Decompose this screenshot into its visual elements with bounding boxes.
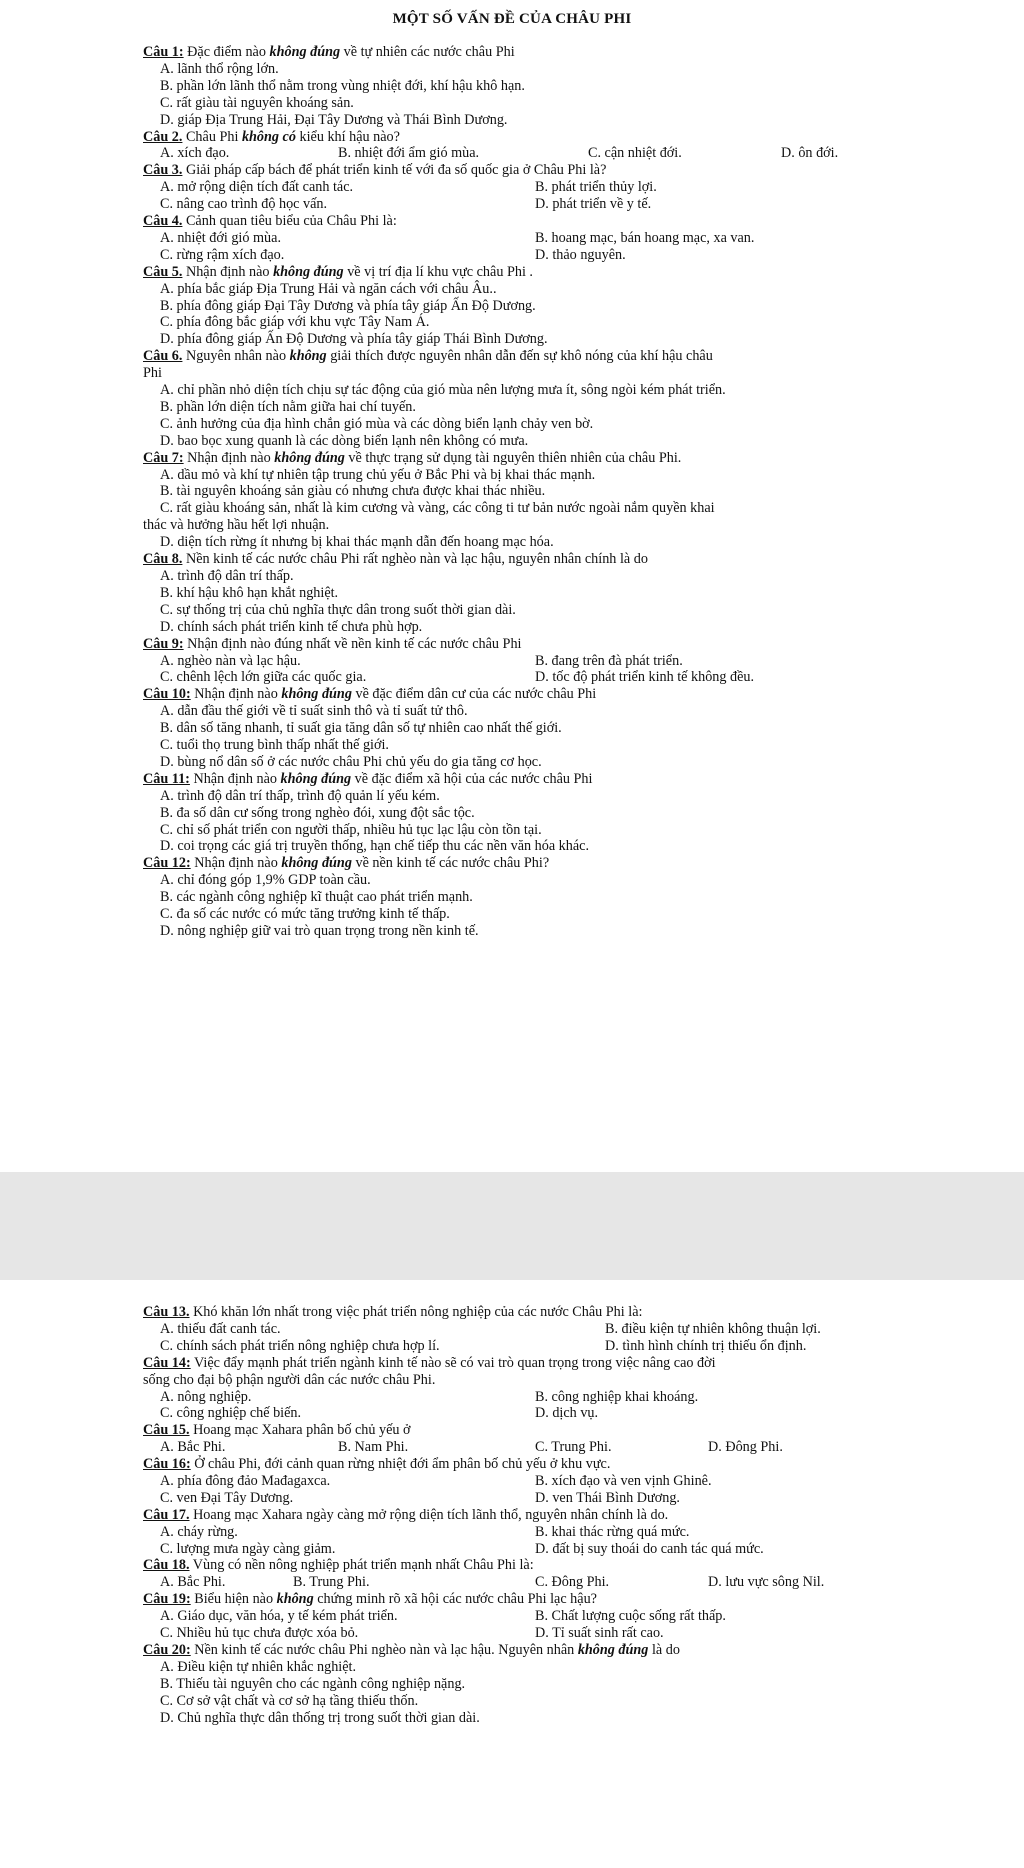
option: A. trình độ dân trí thấp, trình độ quản lí yếu kém. xyxy=(160,787,440,804)
option: D. coi trọng các giá trị truyền thống, hạn chế tiếp thu các nền văn hóa khác. xyxy=(160,838,590,855)
option: C. chính sách phát triển nông nghiệp chưa hợp lí. xyxy=(160,1337,440,1354)
option: D. Đông Phi. xyxy=(708,1439,783,1456)
options-row xyxy=(143,1338,883,1355)
option: A. nhiệt đới gió mùa. xyxy=(160,229,281,246)
question-text: Nhận định nào xyxy=(190,855,282,872)
question-text: chứng minh rõ xã hội các nước châu Phi lạc hậu? xyxy=(313,1591,597,1608)
option: B. phần lớn lãnh thổ nằm trong vùng nhiệt đới, khí hậu khô hạn. xyxy=(160,77,525,94)
question-label: Câu 19: xyxy=(143,1591,191,1608)
question-text: Việc đẩy mạnh phát triển ngành kinh tế nào sẽ có vai trò quan trọng trong việc nâng cao đời xyxy=(190,1354,716,1371)
option: C. đa số các nước có mức tăng trưởng kinh tế thấp. xyxy=(160,906,450,923)
option: A. dầu mỏ và khí tự nhiên tập trung chủ yếu ở Bắc Phi và bị khai thác mạnh. xyxy=(160,466,596,483)
question-label: Câu 5. xyxy=(143,263,183,280)
question-text: Đặc điểm nào xyxy=(183,44,270,60)
option: D. Chủ nghĩa thực dân thống trị trong suốt thời gian dài. xyxy=(160,1709,480,1726)
option: A. nông nghiệp. xyxy=(160,1388,252,1405)
option: C. rất giàu khoáng sản, nhất là kim cương và vàng, các công ti tư bản nước ngoài nắm quyền khai xyxy=(160,500,715,517)
option: D. lưu vực sông Nil. xyxy=(708,1574,825,1591)
option: A. chỉ phần nhỏ diện tích chịu sự tác động của gió mùa nên lượng mưa ít, sông ngòi kém phát triển. xyxy=(160,382,726,399)
question-continuation: sống cho đại bộ phận người dân các nước châu Phi. xyxy=(143,1371,436,1388)
question-18 xyxy=(143,1557,883,1574)
question-text: Hoang mạc Xahara ngày càng mở rộng diện tích lãnh thổ, nguyên nhân chính là do. xyxy=(189,1506,669,1523)
option: B. các ngành công nghiệp kĩ thuật cao phát triển mạnh. xyxy=(160,889,473,906)
question-8 xyxy=(143,551,883,568)
document-title: MỘT SỐ VẤN ĐỀ CỦA CHÂU PHI xyxy=(392,11,632,27)
question-3 xyxy=(143,162,883,179)
option: C. rừng rậm xích đạo. xyxy=(160,246,285,263)
worksheet-page-2 xyxy=(0,1280,1024,1868)
question-label: Câu 17. xyxy=(143,1506,190,1523)
question-emphasis: không đúng xyxy=(274,449,345,466)
question-13 xyxy=(143,1304,883,1321)
question-label: Câu 10: xyxy=(143,686,191,703)
question-text: Nền kinh tế các nước châu Phi rất nghèo nàn và lạc hậu, nguyên nhân chính là do xyxy=(182,551,648,568)
options-row xyxy=(143,1541,883,1558)
question-text: giải thích được nguyên nhân dẫn đến sự khô nóng của khí hậu châu xyxy=(326,348,713,365)
option: D. phía đông giáp Ấn Độ Dương và phía tây giáp Thái Bình Dương. xyxy=(160,331,548,348)
question-label: Câu 7: xyxy=(143,449,184,466)
options-row xyxy=(143,196,883,213)
option: A. Giáo dục, văn hóa, y tế kém phát triển. xyxy=(160,1608,398,1625)
question-2 xyxy=(143,129,883,146)
option: D. tình hình chính trị thiếu ổn định. xyxy=(605,1337,807,1354)
question-emphasis: không đúng xyxy=(269,44,341,60)
option: A. Bắc Phi. xyxy=(160,1439,226,1456)
question-text: Nhận định nào xyxy=(189,770,281,787)
question-text: Nền kinh tế các nước châu Phi nghèo nàn và lạc hậu. Nguyên nhân xyxy=(190,1641,578,1658)
question-text: Khó khăn lớn nhất trong việc phát triển nông nghiệp của các nước Châu Phi là: xyxy=(189,1304,643,1320)
question-label: Câu 6. xyxy=(143,348,183,365)
option: B. khai thác rừng quá mức. xyxy=(535,1523,690,1540)
question-label: Câu 16: xyxy=(143,1456,191,1473)
question-1 xyxy=(143,44,883,61)
question-11 xyxy=(143,771,883,788)
option: B. Thiếu tài nguyên cho các ngành công nghiệp nặng. xyxy=(160,1675,466,1692)
question-text: là do xyxy=(648,1641,680,1658)
option: D. giáp Địa Trung Hải, Đại Tây Dương và Thái Bình Dương. xyxy=(160,111,508,128)
option: D. Tỉ suất sinh rất cao. xyxy=(535,1625,664,1642)
question-text: kiểu khí hậu nào? xyxy=(295,128,400,145)
option: C. Đông Phi. xyxy=(535,1574,610,1591)
option: D. chính sách phát triển kinh tế chưa phù hợp. xyxy=(160,618,423,635)
options-row xyxy=(143,1473,883,1490)
question-16 xyxy=(143,1456,883,1473)
option: A. mở rộng diện tích đất canh tác. xyxy=(160,179,354,196)
option: A. phía đông đảo Mađagaxca. xyxy=(160,1472,331,1489)
question-label: Câu 15. xyxy=(143,1422,190,1439)
option: B. khí hậu khô hạn khắt nghiệt. xyxy=(160,584,339,601)
question-text: Vùng có nền nông nghiệp phát triển mạnh nhất Châu Phi là: xyxy=(189,1557,534,1574)
option: B. điều kiện tự nhiên không thuận lợi. xyxy=(605,1320,821,1337)
option: B. Trung Phi. xyxy=(293,1574,370,1591)
option: C. Nhiều hủ tục chưa được xóa bỏ. xyxy=(160,1625,359,1642)
question-12 xyxy=(143,855,883,872)
option: D. dịch vụ. xyxy=(535,1405,599,1422)
question-emphasis: không đúng xyxy=(281,686,352,703)
options-row xyxy=(143,669,883,686)
question-label: Câu 12: xyxy=(143,855,191,872)
question-label: Câu 2. xyxy=(143,128,183,145)
question-text: Ở châu Phi, đới cảnh quan rừng nhiệt đới ẩm phân bố chủ yếu ở khu vực. xyxy=(190,1456,611,1473)
options-row xyxy=(143,1524,883,1541)
question-17 xyxy=(143,1507,883,1524)
option: D. tốc độ phát triển kinh tế không đều. xyxy=(535,669,755,686)
question-text: Châu Phi xyxy=(182,128,242,145)
option: C. phía đông bắc giáp với khu vực Tây Nam Á. xyxy=(160,314,430,331)
page-separator xyxy=(0,1172,1024,1280)
option: C. rất giàu tài nguyên khoáng sản. xyxy=(160,94,354,111)
question-label: Câu 8. xyxy=(143,551,183,568)
question-emphasis: không đúng xyxy=(280,770,352,787)
option: A. xích đạo. xyxy=(160,145,230,162)
options-row xyxy=(143,179,883,196)
option: D. bùng nổ dân số ở các nước châu Phi chủ yếu do gia tăng cơ học. xyxy=(160,753,542,770)
option: B. xích đạo và ven vịnh Ghinê. xyxy=(535,1472,712,1489)
option: D. ôn đới. xyxy=(781,145,839,162)
options-row xyxy=(143,1625,883,1642)
question-emphasis: không đúng xyxy=(577,1641,649,1658)
options-row xyxy=(143,1490,883,1507)
question-text: về vị trí địa lí khu vực châu Phi . xyxy=(343,263,533,280)
option: D. thảo nguyên. xyxy=(535,246,626,263)
option: A. Điều kiện tự nhiên khắc nghiệt. xyxy=(160,1658,357,1675)
question-text: Nguyên nhân nào xyxy=(182,348,290,365)
options-row xyxy=(143,1608,883,1625)
option: B. phát triển thủy lợi. xyxy=(535,179,657,196)
option: B. Chất lượng cuộc sống rất thấp. xyxy=(535,1608,726,1625)
options-row xyxy=(143,1321,883,1338)
option: B. tài nguyên khoáng sản giàu có nhưng chưa được khai thác nhiều. xyxy=(160,483,546,500)
question-7 xyxy=(143,450,883,467)
option: C. chỉ số phát triển con người thấp, nhiều hủ tục lạc lậu còn tồn tại. xyxy=(160,821,542,838)
question-14 xyxy=(143,1355,883,1372)
option: A. thiếu đất canh tác. xyxy=(160,1320,281,1337)
options-row xyxy=(143,653,883,670)
option: B. nhiệt đới ẩm gió mùa. xyxy=(338,145,480,162)
question-15 xyxy=(143,1422,883,1439)
options-row xyxy=(143,145,883,162)
options-row xyxy=(143,247,883,264)
question-emphasis: không đúng xyxy=(281,855,352,872)
option: B. phần lớn diện tích nằm giữa hai chí tuyến. xyxy=(160,398,416,415)
question-text: Cảnh quan tiêu biểu của Châu Phi là: xyxy=(182,213,397,230)
question-10 xyxy=(143,686,883,703)
option: C. cận nhiệt đới. xyxy=(588,145,682,162)
option: A. phía bắc giáp Địa Trung Hải và ngăn cách với châu Âu.. xyxy=(160,280,497,297)
question-text: Nhận định nào đúng nhất về nền kinh tế các nước châu Phi xyxy=(183,635,522,652)
option: C. sự thống trị của chủ nghĩa thực dân trong suốt thời gian dài. xyxy=(160,601,516,618)
question-label: Câu 20: xyxy=(143,1641,191,1658)
question-6 xyxy=(143,348,883,365)
option: C. Trung Phi. xyxy=(535,1439,612,1456)
option: C. chênh lệch lớn giữa các quốc gia. xyxy=(160,669,367,686)
question-text: về tự nhiên các nước châu Phi xyxy=(340,44,515,60)
question-label: Câu 1: xyxy=(143,44,184,60)
question-text: về đặc điểm xã hội của các nước châu Phi xyxy=(351,770,593,787)
question-text: về thực trạng sử dụng tài nguyên thiên nhiên của châu Phi. xyxy=(344,449,682,466)
options-row xyxy=(143,1389,883,1406)
option: B. hoang mạc, bán hoang mạc, xa van. xyxy=(535,229,755,246)
question-4 xyxy=(143,213,883,230)
option: D. phát triển về y tế. xyxy=(535,196,652,213)
option: D. diện tích rừng ít nhưng bị khai thác mạnh dẫn đến hoang mạc hóa. xyxy=(160,534,554,551)
question-text: Biểu hiện nào xyxy=(190,1591,277,1608)
question-text: Hoang mạc Xahara phân bố chủ yếu ở xyxy=(189,1422,411,1439)
option: B. Nam Phi. xyxy=(338,1439,409,1456)
option: B. công nghiệp khai khoáng. xyxy=(535,1388,699,1405)
question-label: Câu 14: xyxy=(143,1354,191,1371)
question-label: Câu 11: xyxy=(143,770,190,787)
option: A. trình độ dân trí thấp. xyxy=(160,568,294,585)
option-continuation: thác và hưởng hầu hết lợi nhuận. xyxy=(143,517,330,534)
option: C. Cơ sở vật chất và cơ sở hạ tầng thiếu thốn. xyxy=(160,1692,419,1709)
question-emphasis: không có xyxy=(241,128,296,145)
question-text: về nền kinh tế các nước châu Phi? xyxy=(351,855,550,872)
option: C. công nghiệp chế biến. xyxy=(160,1405,302,1422)
question-20 xyxy=(143,1642,883,1659)
option: C. ảnh hưởng của địa hình chắn gió mùa và các dòng biển lạnh chảy ven bờ. xyxy=(160,415,594,432)
question-label: Câu 18. xyxy=(143,1557,190,1574)
question-emphasis: không đúng xyxy=(273,263,344,280)
option: C. nâng cao trình độ học vấn. xyxy=(160,196,328,213)
question-label: Câu 3. xyxy=(143,162,183,179)
options-row xyxy=(143,1439,883,1456)
question-label: Câu 13. xyxy=(143,1304,190,1320)
option: C. tuổi thọ trung bình thấp nhất thế giới. xyxy=(160,737,389,754)
option: B. đang trên đà phát triển. xyxy=(535,652,683,669)
option: B. dân số tăng nhanh, tỉ suất gia tăng dân số tự nhiên cao nhất thế giới. xyxy=(160,720,562,737)
option: D. nông nghiệp giữ vai trò quan trọng trong nền kinh tế. xyxy=(160,923,479,940)
options-row xyxy=(143,1405,883,1422)
option: A. dẫn đầu thế giới về tỉ suất sinh thô và tỉ suất tử thô. xyxy=(160,703,468,720)
option: B. phía đông giáp Đại Tây Dương và phía tây giáp Ấn Độ Dương. xyxy=(160,297,536,314)
question-19 xyxy=(143,1591,883,1608)
question-emphasis: không xyxy=(289,348,327,365)
option: A. chỉ đóng góp 1,9% GDP toàn cầu. xyxy=(160,872,371,889)
option: A. cháy rừng. xyxy=(160,1523,238,1540)
question-9 xyxy=(143,636,883,653)
question-text: Nhận định nào xyxy=(183,449,275,466)
question-label: Câu 9: xyxy=(143,635,184,652)
question-text: Nhận định nào xyxy=(182,263,274,280)
options-row xyxy=(143,230,883,247)
question-text: Giải pháp cấp bách để phát triển kinh tế với đa số quốc gia ở Châu Phi là? xyxy=(182,162,607,179)
option: A. lãnh thổ rộng lớn. xyxy=(160,60,279,77)
questions-part-1 xyxy=(143,44,883,940)
questions-part-2 xyxy=(143,1304,883,1726)
question-continuation: Phi xyxy=(143,365,162,382)
option: B. đa số dân cư sống trong nghèo đói, xung đột sắc tộc. xyxy=(160,804,475,821)
option: D. ven Thái Bình Dương. xyxy=(535,1489,680,1506)
option: C. ven Đại Tây Dương. xyxy=(160,1489,294,1506)
question-text: về đặc điểm dân cư của các nước châu Phi xyxy=(351,686,597,703)
options-row xyxy=(143,1574,883,1591)
question-text: Nhận định nào xyxy=(190,686,282,703)
option: A. nghèo nàn và lạc hậu. xyxy=(160,652,301,669)
option: C. lượng mưa ngày càng giảm. xyxy=(160,1540,336,1557)
question-5 xyxy=(143,264,883,281)
option: A. Bắc Phi. xyxy=(160,1574,226,1591)
question-emphasis: không xyxy=(276,1591,314,1608)
option: D. bao bọc xung quanh là các dòng biển lạnh nên không có mưa. xyxy=(160,432,529,449)
option: D. đất bị suy thoái do canh tác quá mức. xyxy=(535,1540,764,1557)
question-label: Câu 4. xyxy=(143,213,183,230)
